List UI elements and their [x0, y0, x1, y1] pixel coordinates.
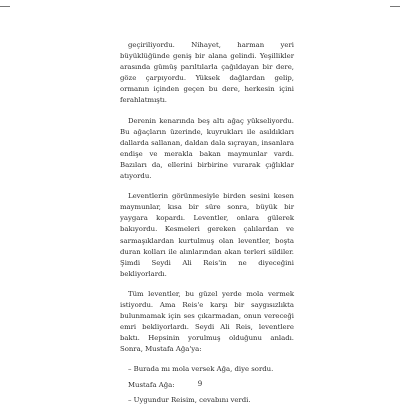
crop-mark-right — [390, 6, 400, 7]
paragraph: geçiriliyordu. Nihayet, harman yeri büyüklüğünde geniş bir alana gelindi. Yeşillikler arasında gümüş parıltılarla çağıldayan bir dere, göze çarpıyordu. Yüksek dağlardan gelip, ormanın içinden geçen bu dere, herkesin içini ferahlatmıştı. — [120, 41, 294, 105]
paragraph: Tüm leventler, bu güzel yerde mola vermek istiyordu. Ama Reis'e karşı bir saygısızlıkta bulunmamak için ses çıkarmadan, onun vereceği emri bekliyorlardı. Seydi Ali Reis, leventlere baktı. Hepsinin yorulmuş olduğunu anladı. Sonra, Mustafa Ağa'ya: — [120, 289, 294, 354]
page-number: 9 — [197, 380, 203, 388]
page-body — [120, 40, 294, 410]
dialogue-line: – Burada mı mola versek Ağa, diye sordu. — [128, 365, 274, 374]
paragraph: Leventlerin görünmesiyle birden sesini kesen maymunlar, kısa bir süre sonra, büyük bir yaygara kopardı. Leventler, onlara gülerek bakıyordu. Kesmeleri gereken çalılardan ve sarmaşıklardan kurtulmuş olan leventler, boşta duran kolları ile alınlarından akan terleri sildiler. Şimdi Seydi Ali Reis'in ne diyeceğini bekliyorlardı. — [120, 192, 294, 278]
dialogue-line: Mustafa Ağa: — [128, 380, 175, 389]
paragraph: Derenin kenarında beş altı ağaç yükseliyordu. Bu ağaçların üzerinde, kuyrukları ile asıldıkları dallarda sallanan, daldan dala sıçrayan, insanlara endişe ve merakla bakan maymunlar vardı. Bazıları da, ellerini birbirine vurarak çığlıklar atıyordu. — [120, 116, 294, 181]
dialogue-line: – Uygundur Reisim, cevabını verdi. — [128, 395, 251, 404]
crop-mark-left — [0, 6, 10, 7]
